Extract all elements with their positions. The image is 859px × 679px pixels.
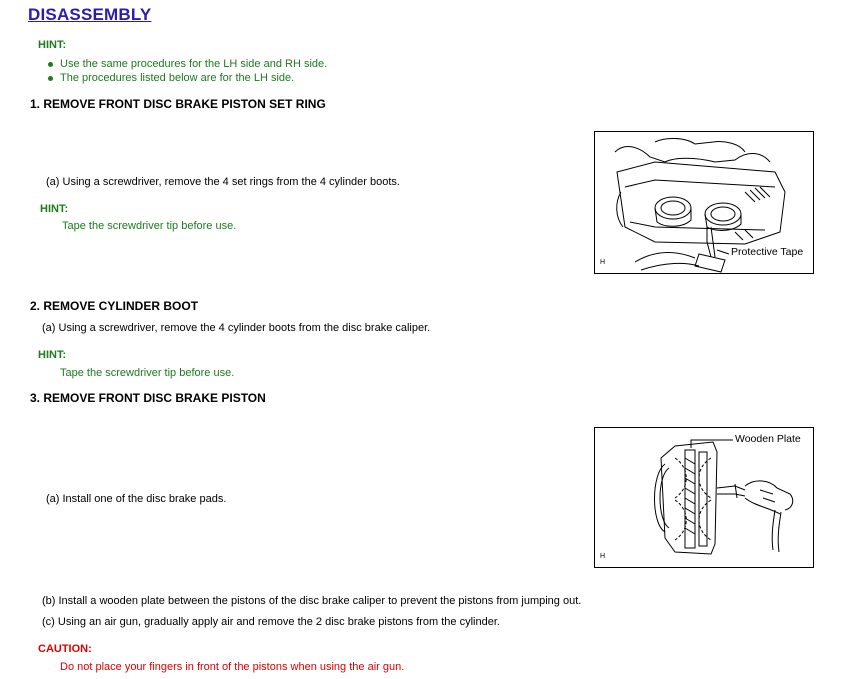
list-item: The procedures listed below are for the LH side. <box>46 71 327 85</box>
figure-protective-tape <box>594 131 814 274</box>
step-1-hint-text: Tape the screwdriver tip before use. <box>62 220 237 232</box>
page-title: DISASSEMBLY <box>28 5 152 24</box>
step-1-heading: 1. REMOVE FRONT DISC BRAKE PISTON SET RING <box>30 97 326 111</box>
figure-callout-protective-tape: Protective Tape <box>731 246 804 258</box>
step-3b-text: (b) Install a wooden plate between the pistons of the disc brake caliper to prevent the pistons from jumping out. <box>42 595 582 607</box>
step-3a-text: (a) Install one of the disc brake pads. <box>46 493 227 505</box>
caliper-air-gun-illustration <box>595 428 813 567</box>
step-2a-text: (a) Using a screwdriver, remove the 4 cylinder boots from the disc brake caliper. <box>42 322 431 334</box>
caution-label: CAUTION: <box>38 643 92 655</box>
step-1a-text: (a) Using a screwdriver, remove the 4 set rings from the 4 cylinder boots. <box>46 176 400 188</box>
list-item: Use the same procedures for the LH side and RH side. <box>46 57 327 71</box>
figure-code: H <box>600 553 606 560</box>
figure-wooden-plate <box>594 427 814 568</box>
step-2-hint-text: Tape the screwdriver tip before use. <box>60 367 235 379</box>
caution-text: Do not place your fingers in front of the pistons when using the air gun. <box>60 661 405 673</box>
intro-hint-list <box>46 57 327 85</box>
step-3-heading: 3. REMOVE FRONT DISC BRAKE PISTON <box>30 391 266 405</box>
figure-code: H <box>600 259 606 266</box>
step-3c-text: (c) Using an air gun, gradually apply air and remove the 2 disc brake pistons from the cylinder. <box>42 616 500 628</box>
figure-callout-wooden-plate: Wooden Plate <box>735 433 801 445</box>
step-2-hint-label: HINT: <box>38 349 67 361</box>
step-1-hint-label: HINT: <box>40 203 69 215</box>
intro-hint-label: HINT: <box>38 39 67 51</box>
step-2-heading: 2. REMOVE CYLINDER BOOT <box>30 299 199 313</box>
